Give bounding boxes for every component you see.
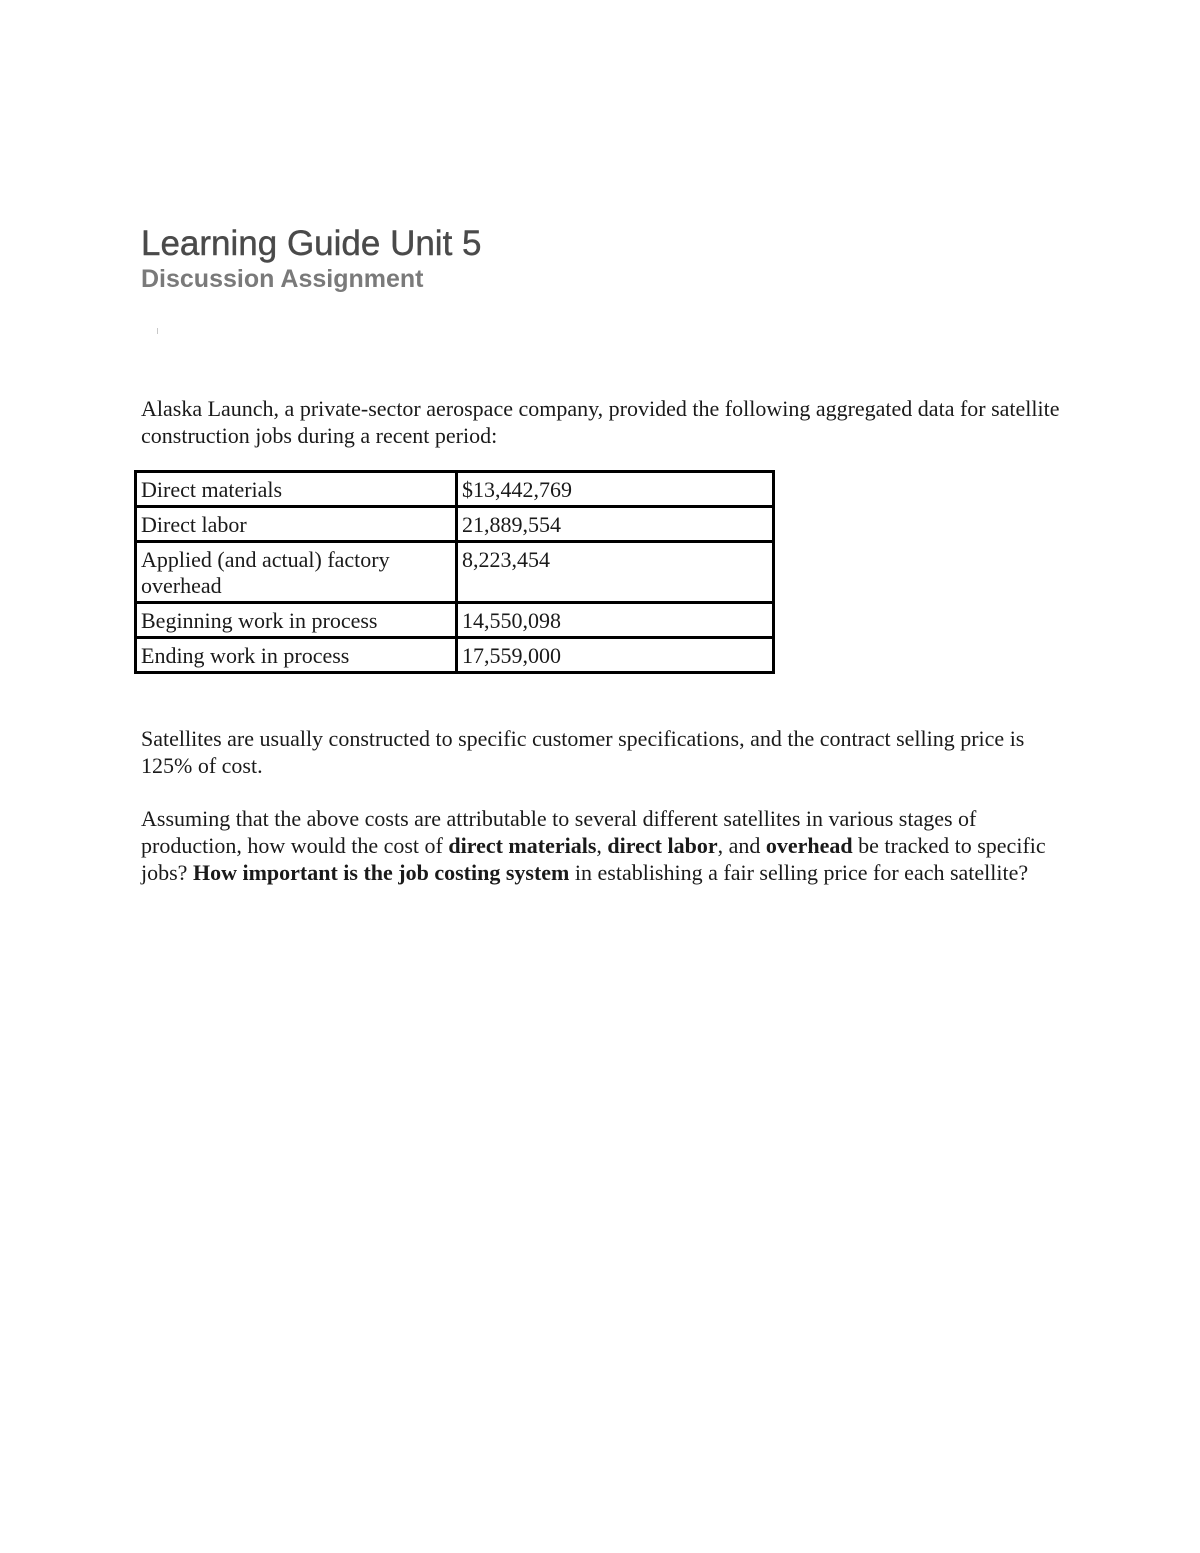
- row-label: Beginning work in process: [136, 603, 457, 638]
- question-text: in establishing a fair selling price for each satellite?: [569, 860, 1029, 885]
- intro-paragraph: Alaska Launch, a private-sector aerospace company, provided the following aggregated data for satellite construction jobs during a recent period:: [141, 396, 1060, 448]
- term-job-costing: How important is the job costing system: [192, 860, 570, 885]
- question-separator: ,: [596, 833, 608, 858]
- row-label: Ending work in process: [136, 638, 457, 673]
- row-value: 14,550,098: [457, 603, 774, 638]
- row-label: Direct labor: [136, 507, 457, 542]
- row-label: Direct materials: [136, 472, 457, 507]
- term-direct-materials: direct materials: [448, 833, 597, 858]
- row-label: Applied (and actual) factory overhead: [136, 542, 457, 603]
- table-row: [136, 507, 774, 542]
- table-row: [136, 603, 774, 638]
- question-text: be tracked to specific jobs?: [141, 833, 1046, 885]
- table-row: [136, 542, 774, 603]
- question-paragraph: [141, 805, 1061, 886]
- row-value: $13,442,769: [457, 472, 774, 507]
- question-separator: , and: [717, 833, 766, 858]
- table-row: [136, 638, 774, 673]
- row-value: 17,559,000: [457, 638, 774, 673]
- row-value: 8,223,454: [457, 542, 774, 603]
- term-direct-labor: direct labor: [607, 833, 718, 858]
- text-cursor-mark: [157, 328, 158, 334]
- cost-data-table: [134, 470, 775, 674]
- row-value: 21,889,554: [457, 507, 774, 542]
- document-subtitle: Discussion Assignment: [141, 265, 424, 293]
- term-overhead: overhead: [765, 833, 853, 858]
- document-title: Learning Guide Unit 5: [141, 224, 482, 263]
- table-row: [136, 472, 774, 507]
- pricing-paragraph: Satellites are usually constructed to specific customer specifications, and the contract selling price is 125% of cost.: [141, 726, 1025, 778]
- question-text: Assuming that the above costs are attributable to several different satellites in various stages of production, how would the cost of: [141, 806, 977, 858]
